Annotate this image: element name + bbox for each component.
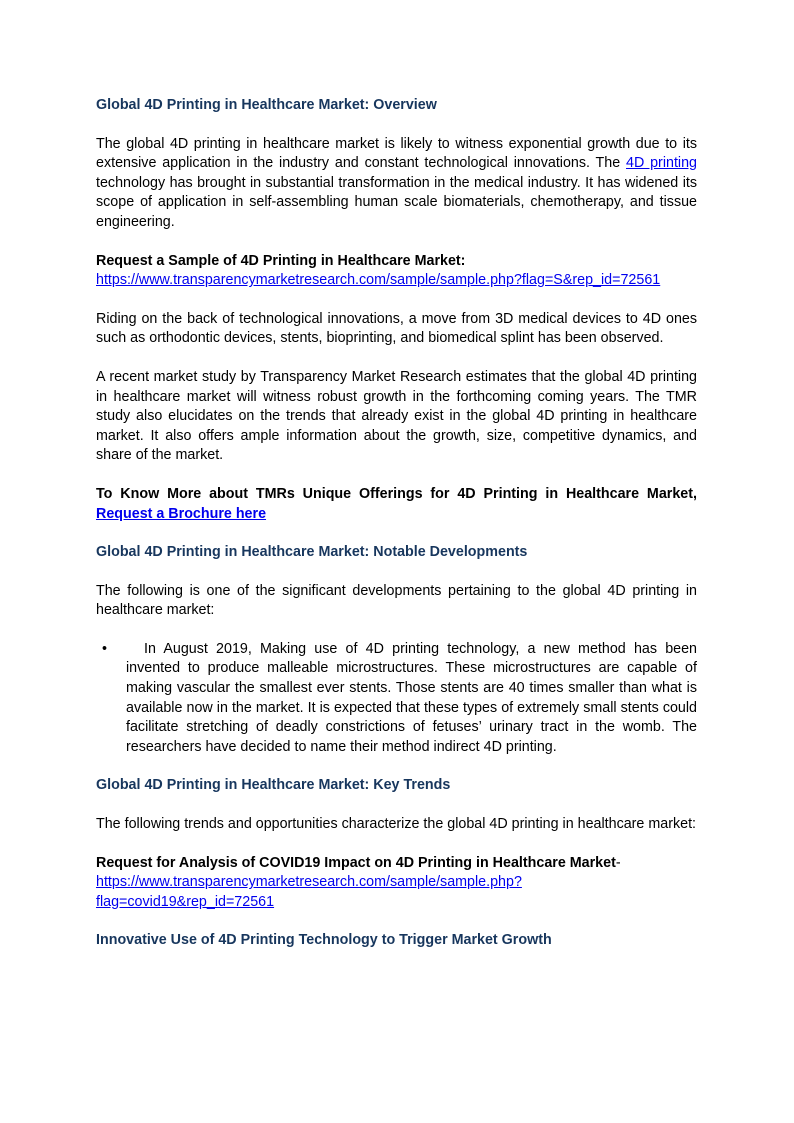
market-study-paragraph: A recent market study by Transparency Market Research estimates that the global 4D printing in healthcare market will witness robust growth in the forthcoming coming years. The TMR study also elucidates on the trends that already exist in the global 4D printing in healthcare market. It also offers ample information about the growth, size, competitive dynamics, and share of the market. — [96, 368, 697, 464]
covid-link-line-2: flag=covid19&rep_id=72561 — [96, 893, 275, 910]
overview-text-end: technology has brought in substantial transformation in the medical industry. It has widened its scope of application in self-assembling human scale biomaterials, chemotherapy, and tissue engineering. — [96, 174, 697, 230]
key-trends-intro: The following trends and opportunities characterize the global 4D printing in healthcare market: — [96, 816, 697, 833]
sample-request-label: Request a Sample of 4D Printing in Healthcare Market: — [96, 252, 466, 269]
innovative-use-heading: Innovative Use of 4D Printing Technology to Trigger Market Growth — [96, 932, 552, 949]
list-item-text: In August 2019, Making use of 4D printing technology, a new method has been invented to produce malleable microstructures. These microstructures are capable of making vascular the smallest ever stents. Those stents are 40 times smaller than what is available now in the market. It is expected that these types of extremely small stents could facilitate stretching of deadly constrictions of fetuses’ urinary tract in the womb. The researchers have decided to name their method indirect 4D printing. — [126, 640, 697, 755]
bullet-icon: • — [102, 640, 108, 657]
developments-heading: Global 4D Printing in Healthcare Market: Notable Developments — [96, 544, 528, 561]
overview-text-start: The global 4D printing in healthcare market is likely to witness exponential growth due to its extensive application in the industry and constant technological innovations. The — [96, 135, 697, 172]
riding-paragraph: Riding on the back of technological innovations, a move from 3D medical devices to 4D ones such as orthodontic devices, stents, bioprinting, and biomedical splint has been observed. — [96, 310, 697, 347]
covid-request-label: Request for Analysis of COVID19 Impact on 4D Printing in Healthcare Market — [96, 854, 616, 871]
4d-printing-link[interactable]: 4D printing — [626, 155, 697, 172]
key-trends-heading: Global 4D Printing in Healthcare Market: Key Trends — [96, 777, 451, 794]
brochure-paragraph — [96, 485, 697, 524]
covid-request-dash: - — [615, 854, 621, 871]
sample-request-block — [96, 252, 697, 291]
sample-request-link[interactable]: https://www.transparencymarketresearch.com/sample/sample.php?flag=S&rep_id=72561 — [96, 272, 661, 289]
document-page — [96, 96, 697, 970]
brochure-text: To Know More about TMRs Unique Offerings for 4D Printing in Healthcare Market, — [96, 485, 697, 502]
overview-paragraph — [96, 135, 697, 233]
developments-list — [96, 640, 697, 758]
covid-request-block — [96, 854, 697, 913]
brochure-link[interactable]: Request a Brochure here — [96, 505, 267, 522]
covid-link-line-1: https://www.transparencymarketresearch.com/sample/sample.php? — [96, 874, 522, 891]
covid-request-link[interactable] — [96, 874, 522, 910]
overview-heading: Global 4D Printing in Healthcare Market: Overview — [96, 97, 437, 113]
developments-intro: The following is one of the significant developments pertaining to the global 4D printing in healthcare market: — [96, 582, 697, 619]
list-item — [96, 640, 697, 758]
